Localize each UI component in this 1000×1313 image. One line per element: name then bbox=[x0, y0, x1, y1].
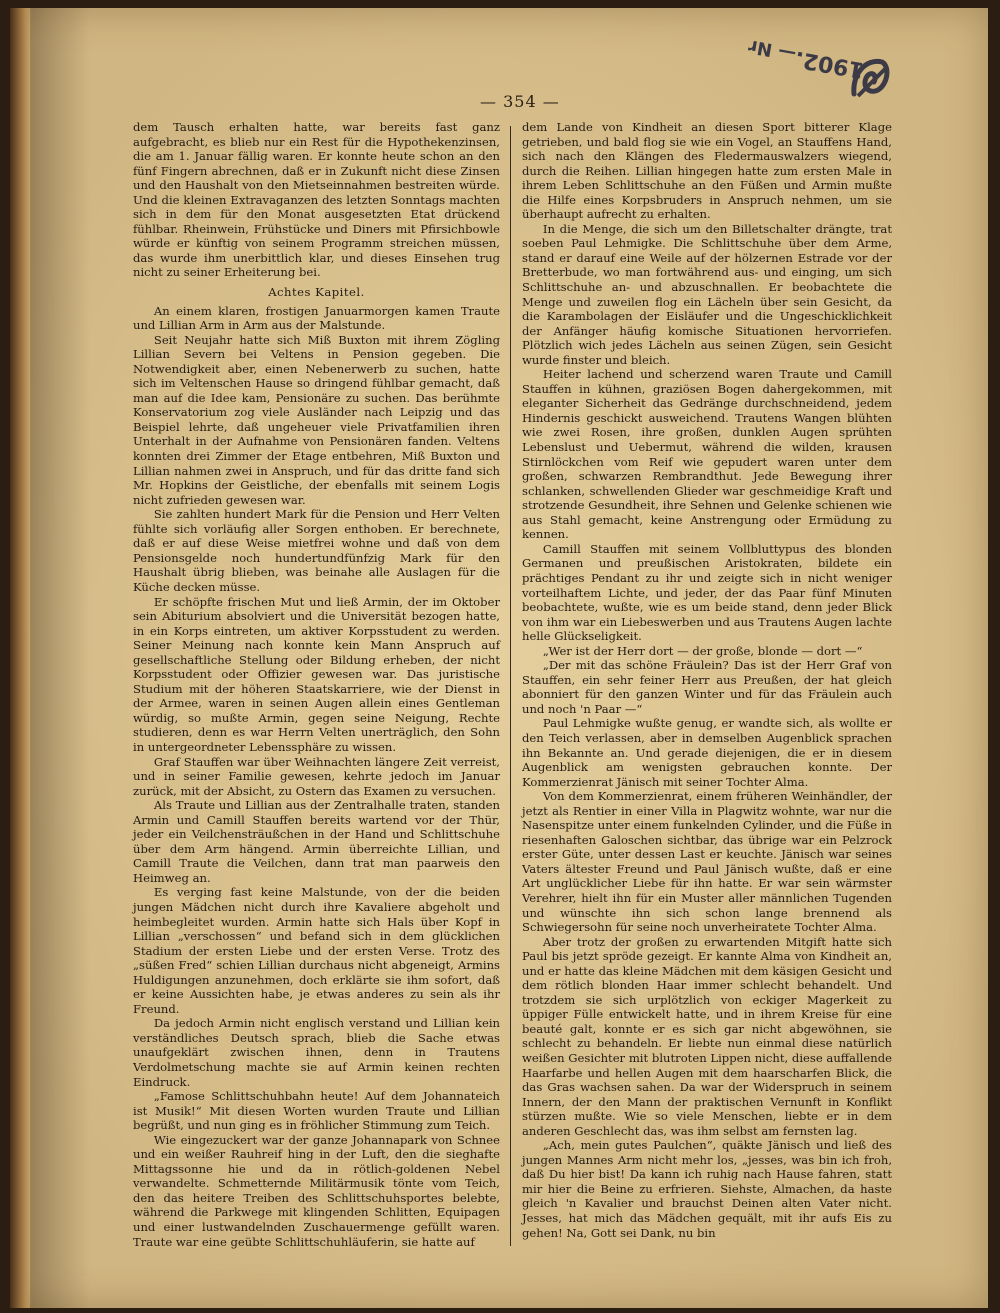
paragraph: „Der mit das schöne Fräulein? Das ist der Herr Graf von Stauffen, ein sehr feiner Herr aus Preußen, der hat gleich abonniert für den ganzen Winter und für das Fräulein auch und noch 'n Paar —“ bbox=[522, 658, 892, 716]
paragraph: Camill Stauffen mit seinem Vollbluttypus des blonden Germanen und preußischen Aristokraten, bildete ein prächtiges Pendant zu ihr und zeigte sich in nicht weniger vorteilhaftem Lichte, und jeder, der das Paar fünf Minuten beobachtete, wußte, wie es um beide stand, denn jeder Blick von ihm war ein Liebeswerben und aus Trautens Augen lachte helle Glückseligkeit. bbox=[522, 541, 892, 644]
paragraph: Es verging fast keine Malstunde, von der die beiden jungen Mädchen nicht durch ihre Kavaliere abgeholt und heimbegleitet wurden. Armin hatte sich Hals über Kopf in Lillian „verschossen“ und befand sich in dem glücklichen Stadium der ersten Liebe und der ersten Verse. Trotz des „süßen Fred“ schien Lillian durchaus nicht abgeneigt, Armins Huldigungen anzunehmen, doch erklärte sie ihm sofort, daß er keine Aussichten habe, je etwas anderes zu sein als ihr Freund. bbox=[133, 885, 500, 1016]
page-fold-shadow bbox=[30, 8, 90, 1308]
paragraph: dem Lande von Kindheit an diesen Sport bitterer Klage getrieben, und bald flog sie wie ein Vogel, an Stauffens Hand, sich nach den Klängen des Fledermauswalzers wiegend, durch die Reihen. Lillian hingegen hatte zum ersten Male in ihrem Leben Schlittschuhe an den Füßen und Armin mußte die Hilfe eines Korpsbruders in Anspruch nehmen, um sie überhaupt aufrecht zu erhalten. bbox=[522, 120, 892, 222]
newspaper-page bbox=[10, 8, 988, 1308]
page-number: — 354 — bbox=[480, 92, 560, 111]
paragraph: Als Traute und Lillian aus der Zentralhalle traten, standen Armin und Camill Stauffen bereits wartend vor der Thür, jeder ein Veilchensträußchen in der Hand und Schlittschuhe über dem Arm hängend. Armin überreichte Lillian, und Camill Traute die Veilchen, dann trat man paarweis den Heimweg an. bbox=[133, 798, 500, 885]
binding-spine bbox=[10, 8, 32, 1308]
paragraph: „Ach, mein gutes Paulchen“, quäkte Jänisch und ließ des jungen Mannes Arm nicht mehr los, „jesses, was bin ich froh, daß Du hier bist! Da kann ich ruhig nach Hause fahren, statt mir hier die Beine zu erfrieren. Siehste, Almachen, da haste gleich 'n Kavalier und brauchst Deinen alten Vater nicht. Jesses, hat mich das Mädchen gequält, mit ihr aufs Eis zu gehen! Na, Gott sei Dank, nu bin bbox=[522, 1138, 892, 1240]
stamp-mark: — Nr bbox=[746, 35, 798, 65]
paragraph: „Wer ist der Herr dort — der große, blonde — dort —“ bbox=[542, 643, 863, 658]
library-logo-icon bbox=[846, 54, 894, 102]
paragraph: Paul Lehmigke wußte genug, er wandte sich, als wollte er den Teich verlassen, aber in demselben Augenblick sprachen ihn Bekannte an. Und gerade diejenigen, die er in diesem Augenblick am wenigsten gebrauchen konnte. Der Kommerzienrat Jänisch mit seiner Tochter Alma. bbox=[522, 716, 892, 789]
paragraph: Sie zahlten hundert Mark für die Pension und Herr Velten fühlte sich vorläufig aller Sorgen enthoben. Er berechnete, daß er auf diese Weise mietfrei wohne und daß von dem Pensionsgelde noch hundertundfünfzig Mark für den Haushalt übrig blieben, was beinahe alle Auslagen für die Küche decken müsse. bbox=[133, 507, 500, 594]
paragraph: Aber trotz der großen zu erwartenden Mitgift hatte sich Paul bis jetzt spröde gezeigt. Er kannte Alma von Kindheit an, und er hatte das kleine Mädchen mit dem käsigen Gesicht und dem rötlich blonden Haar immer schlecht behandelt. Und trotzdem sie sich urplötzlich von eckiger Magerkeit zu üppiger Fülle entwickelt hatte, und in ihrem Kreise für eine beauté galt, konnte er es sich gar nicht abgewöhnen, sie schlecht zu behandeln. Er liebte nun einmal diese natürlich weißen Gesichter mit blutroten Lippen nicht, diese auffallende Haarfarbe und hellen Augen mit dem haarscharfen Blick, die das Gras wachsen sahen. Da war der Widerspruch in seinem Innern, der den Mann der praktischen Vernunft in Konflikt stürzen mußte. Wie so viele Menschen, liebte er in dem anderen Geschlecht das, was ihm selbst am fernsten lag. bbox=[522, 934, 892, 1138]
paragraph: Seit Neujahr hatte sich Miß Buxton mit ihrem Zögling Lillian Severn bei Veltens in Pension gegeben. Die Notwendigkeit aber, einen Nebenerwerb zu suchen, hatte sich im Veltenschen Hause so dringend fühlbar gemacht, daß man auf die Idee kam, Pensionäre zu suchen. Das berühmte Konservatorium zog viele Ausländer nach Leipzig und das Beispiel lehrte, daß ungeheuer viele Privatfamilien ihren Unterhalt in der Aufnahme von Pensionären fanden. Veltens konnten drei Zimmer der Etage entbehren, Miß Buxton und Lillian nahmen zwei in Anspruch, und für das dritte fand sich Mr. Hopkins der Geistliche, der ebenfalls mit seinem Logis nicht zufrieden gewesen war. bbox=[133, 332, 500, 507]
paragraph: „Famose Schlittschuhbahn heute! Auf dem Johannateich ist Musik!“ Mit diesen Worten wurden Traute und Lillian begrüßt, und nun ging es in fröhlicher Stimmung zum Teich. bbox=[133, 1089, 500, 1133]
paragraph: Heiter lachend und scherzend waren Traute und Camill Stauffen in kühnen, graziösen Bogen dahergekommen, mit eleganter Sicherheit das Gedränge durchschneidend, jedem Hindernis geschickt ausweichend. Trautens Wangen blühten wie zwei Rosen, ihre großen, dunklen Augen sprühten Lebenslust und Uebermut, während die wilden, krausen Stirnlöckchen vom Reif wie gepudert waren unter dem großen, schwarzen Rembrandthut. Jede Bewegung ihrer schlanken, schwellenden Glieder war geschmeidige Kraft und strotzende Gesundheit, ihre Sehnen und Gelenke schienen wie aus Stahl gemacht, keine Anstrengung oder Ermüdung zu kennen. bbox=[522, 367, 892, 542]
paragraph: dem Tausch erhalten hatte, war bereits fast ganz aufgebracht, es blieb nur ein Rest für die Hypothekenzinsen, die am 1. Januar fällig waren. Er konnte heute schon an den fünf Fingern abrechnen, daß er in Zukunft nicht diese Zinsen und den Haushalt von den Mietseinnahmen bestreiten würde. Und die kleinen Extravaganzen des letzten Sonntags machten sich in dem für den Monat ausgesetzten Etat drückend fühlbar. Rheinwein, Frühstücke und Diners mit Pfirsichbowle würde er künftig von seinem Programm streichen müssen, das wurde ihm unerbittlich klar, und dieses Einsehen trug nicht zu seiner Erheiterung bei. bbox=[133, 120, 500, 280]
paragraph: Da jedoch Armin nicht englisch verstand und Lillian kein verständliches Deutsch sprach, blieb die Sache etwas unaufgeklärt zwischen ihnen, denn in Trautens Verdolmetschung machte sie auf Armin keinen rechten Eindruck. bbox=[133, 1016, 500, 1089]
paragraph: Er schöpfte frischen Mut und ließ Armin, der im Oktober sein Abiturium absolviert und die Universität bezogen hatte, in ein Korps eintreten, um aktiver Korpsstudent zu werden. Seiner Meinung nach konnte kein Mann Anspruch auf gesellschaftliche Stellung oder Bildung erheben, der nicht Korpsstudent oder Offizier gewesen war. Das juristische Studium mit der höheren Staatskarriere, wie der Dienst in der Armee, waren in seinen Augen allein eines Gentleman würdig, so mußte Armin, gegen seine Neigung, Rechte studieren, denn es war Herrn Velten unerträglich, den Sohn in untergeordneter Lebenssphäre zu wissen. bbox=[133, 594, 500, 754]
left-column bbox=[133, 120, 500, 1249]
column-divider bbox=[510, 126, 511, 1246]
paragraph: An einem klaren, frostigen Januarmorgen kamen Traute und Lillian Arm in Arm aus der Malstunde. bbox=[133, 303, 500, 333]
right-column bbox=[522, 120, 892, 1240]
chapter-title: Achtes Kapitel. bbox=[268, 285, 365, 300]
paragraph: Von dem Kommerzienrat, einem früheren Weinhändler, der jetzt als Rentier in einer Villa in Plagwitz wohnte, war nur die Nasenspitze unter einem funkelnden Cylinder, und die Füße in riesenhaften Galoschen sichtbar, das übrige war ein Pelzrock erster Güte, unter dessen Last er keuchte. Jänisch war seines Vaters ältester Freund und Paul Jänisch wußte, daß er eine Art unglücklicher Liebe für ihn hatte. Er war sein wärmster Verehrer, hielt ihn für ein Muster aller männlichen Tugenden und wünschte ihn sich schon lange brennend als Schwiegersohn für seine noch unverheiratete Tochter Alma. bbox=[522, 789, 892, 935]
paragraph: Wie eingezuckert war der ganze Johannapark von Schnee und ein weißer Rauhreif hing in der Luft, den die sieghafte Mittagssonne hie und da in rötlich-goldenen Nebel verwandelte. Schmetternde Militärmusik tönte vom Teich, den das heitere Treiben des Schlittschuhsportes belebte, während die Parkwege mit klingenden Schlitten, Equipagen und einer lustwandelnden Zuschauermenge gefüllt waren. Traute war eine geübte Schlittschuhläuferin, sie hatte auf bbox=[133, 1132, 500, 1249]
paragraph: In die Menge, die sich um den Billetschalter drängte, trat soeben Paul Lehmigke. Die Schlittschuhe über dem Arme, stand er darauf eine Weile auf der hölzernen Estrade vor der Bretterbude, wo man fortwährend aus- und einging, um sich Schlittschuhe an- und abzuschnallen. Er beobachtete die Menge und zuweilen flog ein Lächeln über sein Gesicht, da die Karambolagen der Eisläufer und die Ungeschicklichkeit der Anfänger häufig komische Situationen hervorriefen. Plötzlich wich jedes Lächeln aus seinen Zügen, sein Gesicht wurde finster und bleich. bbox=[522, 221, 892, 367]
paragraph: Graf Stauffen war über Weihnachten längere Zeit verreist, und in seiner Familie gewesen, kehrte jedoch im Januar zurück, mit der Absicht, zu Ostern das Examen zu versuchen. bbox=[133, 754, 500, 798]
stamp-year: 1902. bbox=[793, 45, 866, 83]
